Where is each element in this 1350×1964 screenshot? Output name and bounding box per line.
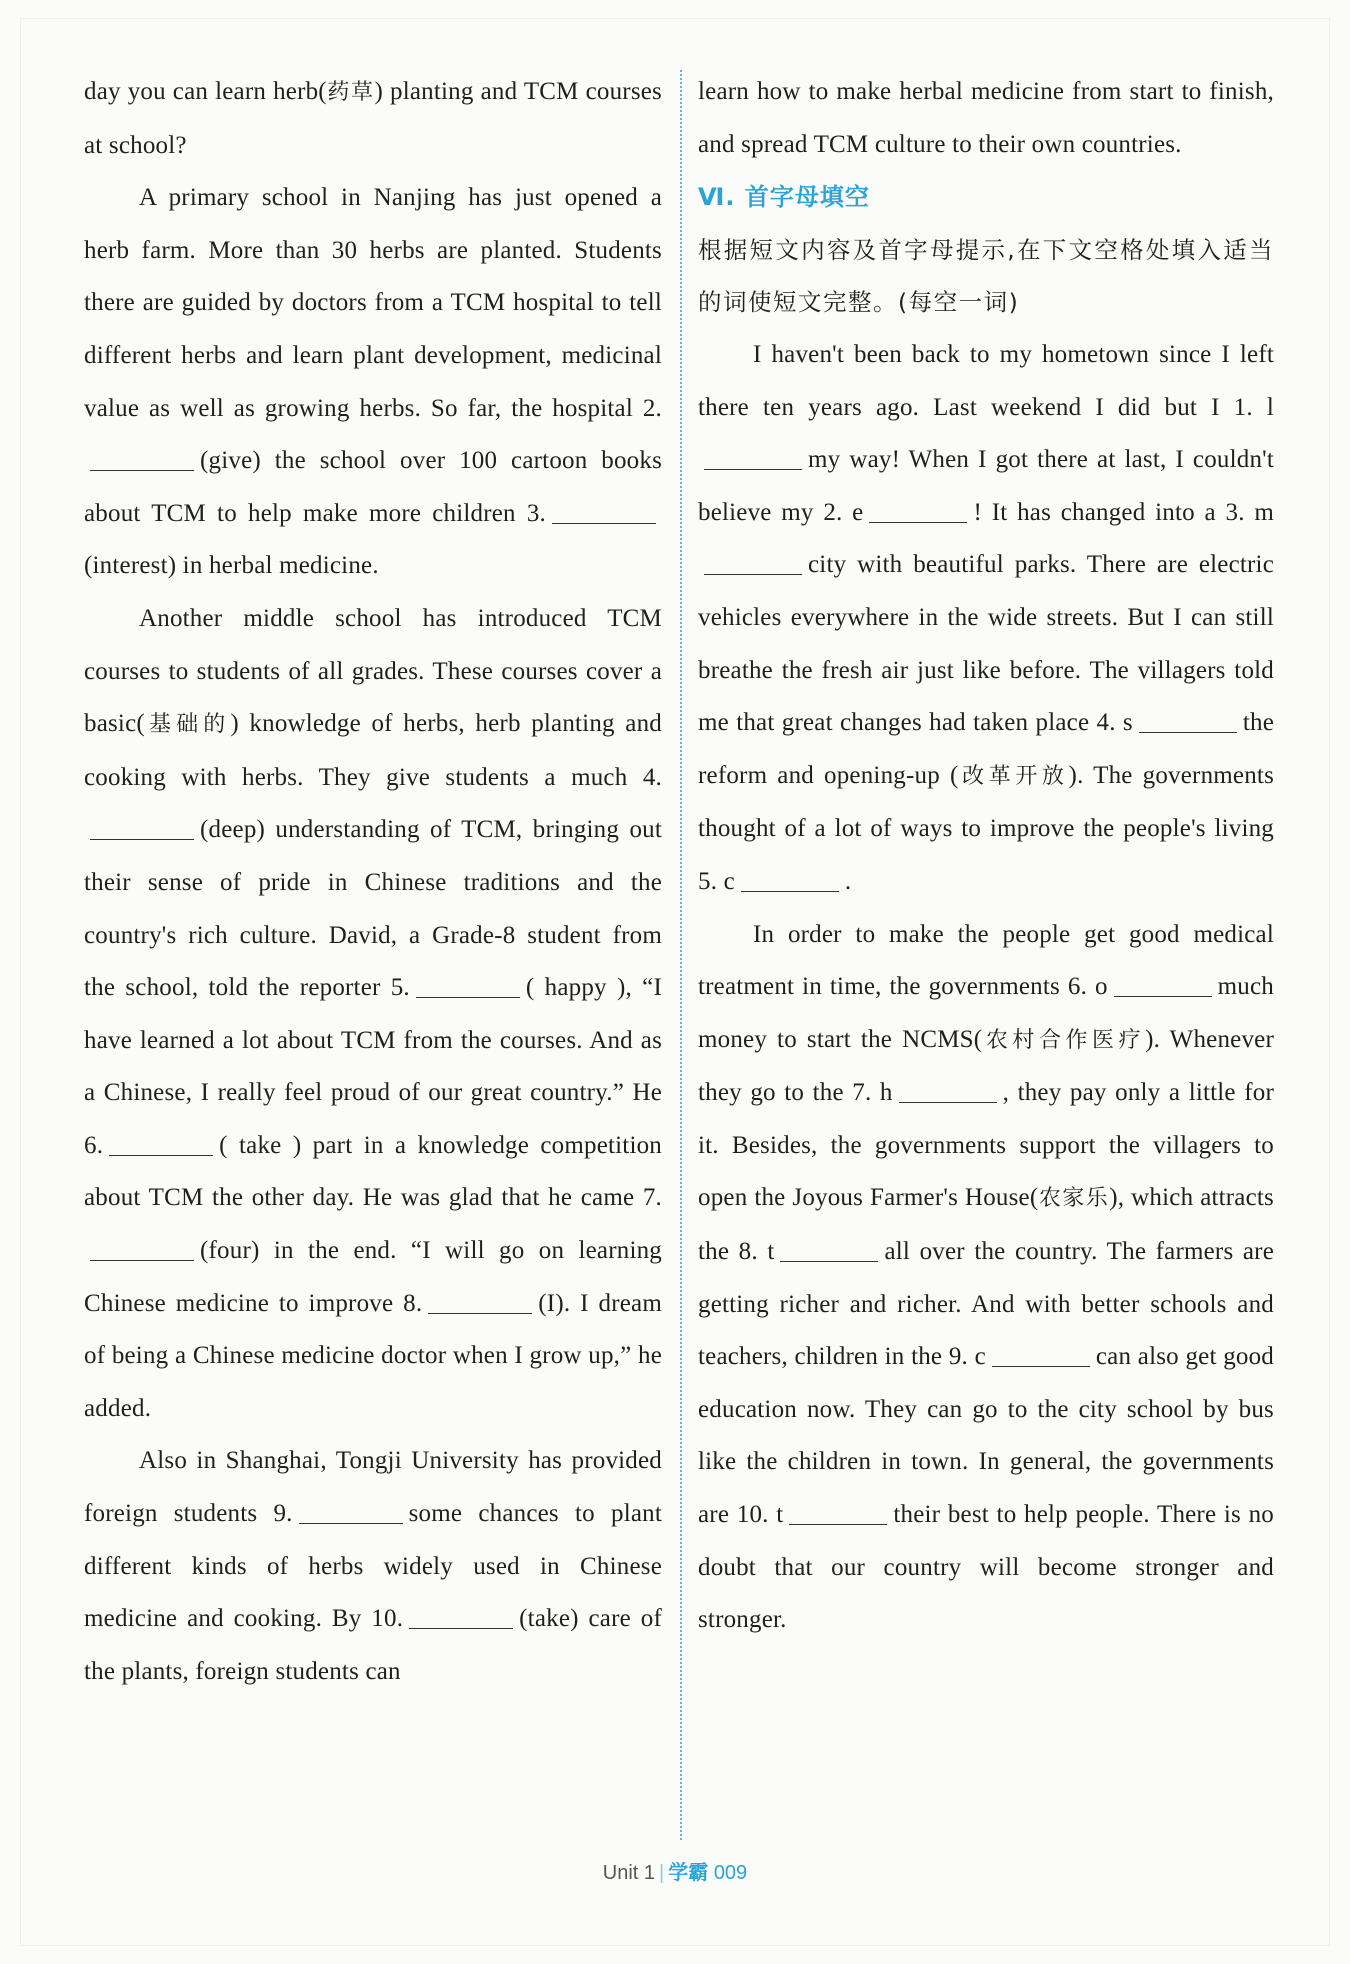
blank-5[interactable]: [416, 996, 520, 998]
text: much money to start the NCMS(: [698, 973, 1274, 1053]
left-column: [84, 66, 662, 1698]
text: , they pay only a little for it. Besides, the governments support the villagers to open the Joyous Farmer's House(: [698, 1079, 1274, 1212]
text: city with beautiful parks. There are electric vehicles everywhere in the wide streets. But I can still breathe the fresh air just like before. The villagers told me that great changes had taken place 4. s: [698, 551, 1274, 737]
paragraph-medical: [698, 909, 1274, 1647]
text: can also get good education now. They can go to the city school by bus like the children in town. In general, the governments are 10. t: [698, 1343, 1274, 1529]
blank-r6[interactable]: [1114, 995, 1212, 997]
gloss: 改革开放: [958, 763, 1069, 789]
paragraph-intro: [84, 66, 662, 172]
blank-3[interactable]: [552, 522, 656, 524]
text: ) knowledge of herbs, herb planting and cooking with herbs. They give students a much 4.: [84, 710, 662, 791]
paragraph-middle-school: [84, 593, 662, 1436]
text: A primary school in Nanjing has just opened a herb farm. More than 30 herbs are planted. Students there are guided by doctors from a TCM hospital to tell different herbs and learn plant development, medicinal value as well as growing herbs. So far, the hospital 2.: [84, 184, 662, 422]
gloss: 农家乐: [1038, 1186, 1110, 1212]
paragraph-continued: learn how to make herbal medicine from start to finish, and spread TCM culture to their own countries.: [698, 78, 1274, 158]
column-divider: [680, 70, 682, 1840]
page-number: 009: [713, 1862, 748, 1884]
blank-r3[interactable]: [704, 573, 802, 575]
text: (deep) understanding of TCM, bringing out their sense of pride in Chinese traditions and the country's rich culture. David, a Grade-8 student from the school, told the reporter 5.: [84, 816, 662, 1002]
text: ( happy ), “I have learned a lot about TCM from the courses. And as a Chinese, I really feel proud of our great country.” He 6.: [84, 974, 662, 1159]
instructions: 根据短文内容及首字母提示,在下文空格处填入适当的词使短文完整。(每空一词): [698, 235, 1274, 317]
blank-r10[interactable]: [789, 1523, 887, 1525]
page-footer: [0, 1856, 1350, 1885]
text: ! It has changed into a 3. m: [973, 498, 1274, 526]
right-column: [698, 66, 1274, 1647]
blank-8[interactable]: [428, 1312, 532, 1314]
footer-separator: |: [659, 1862, 665, 1884]
blank-10[interactable]: [409, 1627, 513, 1629]
blank-7[interactable]: [90, 1259, 194, 1261]
text: ). The governments thought of a lot of ways to improve the people's living 5. c: [698, 761, 1274, 895]
blank-r4[interactable]: [1139, 731, 1237, 733]
section-title: Ⅵ. 首字母填空: [698, 183, 870, 212]
text: Also in Shanghai, Tongji University has provided foreign students 9.: [84, 1447, 662, 1528]
gloss: 药草: [326, 80, 375, 105]
text: (give) the school over 100 cartoon books about TCM to help make more children 3.: [84, 447, 662, 527]
text: .: [844, 867, 852, 895]
text: Another middle school has introduced TCM courses to students of all grades. These courses cover a basic(: [84, 604, 662, 738]
gloss: 农村合作医疗: [982, 1027, 1146, 1053]
blank-9[interactable]: [299, 1522, 403, 1524]
blank-6[interactable]: [109, 1154, 213, 1156]
brand-label: 学霸: [668, 1860, 709, 1884]
paragraph-hometown: [698, 329, 1274, 909]
text: ( take ) part in a knowledge competition about TCM the other day. He was glad that he came 7.: [84, 1131, 662, 1212]
blank-r1[interactable]: [704, 468, 802, 470]
text: (take) care of the plants, foreign students can: [84, 1605, 662, 1685]
text: some chances to plant different kinds of herbs widely used in Chinese medicine and cooking. By 10.: [84, 1500, 662, 1633]
text: (I). I dream of being a Chinese medicine doctor when I grow up,” he added.: [84, 1289, 662, 1422]
unit-label: Unit 1: [602, 1862, 656, 1884]
blank-2[interactable]: [90, 469, 194, 471]
text: I haven't been back to my hometown since I left there ten years ago. Last weekend I did but I 1. l: [698, 340, 1274, 421]
paragraph-shanghai: [84, 1435, 662, 1698]
blank-r8[interactable]: [780, 1260, 878, 1262]
text: my way! When I got there at last, I couldn't believe my 2. e: [698, 446, 1274, 526]
text: In order to make the people get good medical treatment in time, the governments 6. o: [698, 920, 1274, 1001]
text: all over the country. The farmers are getting richer and richer. And with better schools and teachers, children in the 9. c: [698, 1238, 1275, 1371]
blank-r5[interactable]: [741, 890, 839, 892]
text: (four) in the end. “I will go on learning Chinese medicine to improve 8.: [84, 1237, 662, 1317]
text: ) planting and TCM courses at school?: [84, 78, 662, 159]
text: the reform and opening-up (: [698, 709, 1274, 789]
blank-4[interactable]: [90, 838, 194, 840]
blank-r2[interactable]: [869, 521, 967, 523]
blank-r9[interactable]: [992, 1365, 1090, 1367]
text: (interest) in herbal medicine.: [84, 552, 379, 580]
text: ). Whenever they go to the 7. h: [698, 1025, 1274, 1107]
paragraph-nanjing: [84, 172, 662, 593]
blank-r7[interactable]: [899, 1101, 997, 1103]
text: their best to help people. There is no doubt that our country will become stronger and stronger.: [698, 1501, 1275, 1634]
text: day you can learn herb(: [84, 78, 327, 105]
gloss: 基础的: [144, 712, 231, 738]
text: ), which attracts the 8. t: [698, 1184, 1274, 1266]
